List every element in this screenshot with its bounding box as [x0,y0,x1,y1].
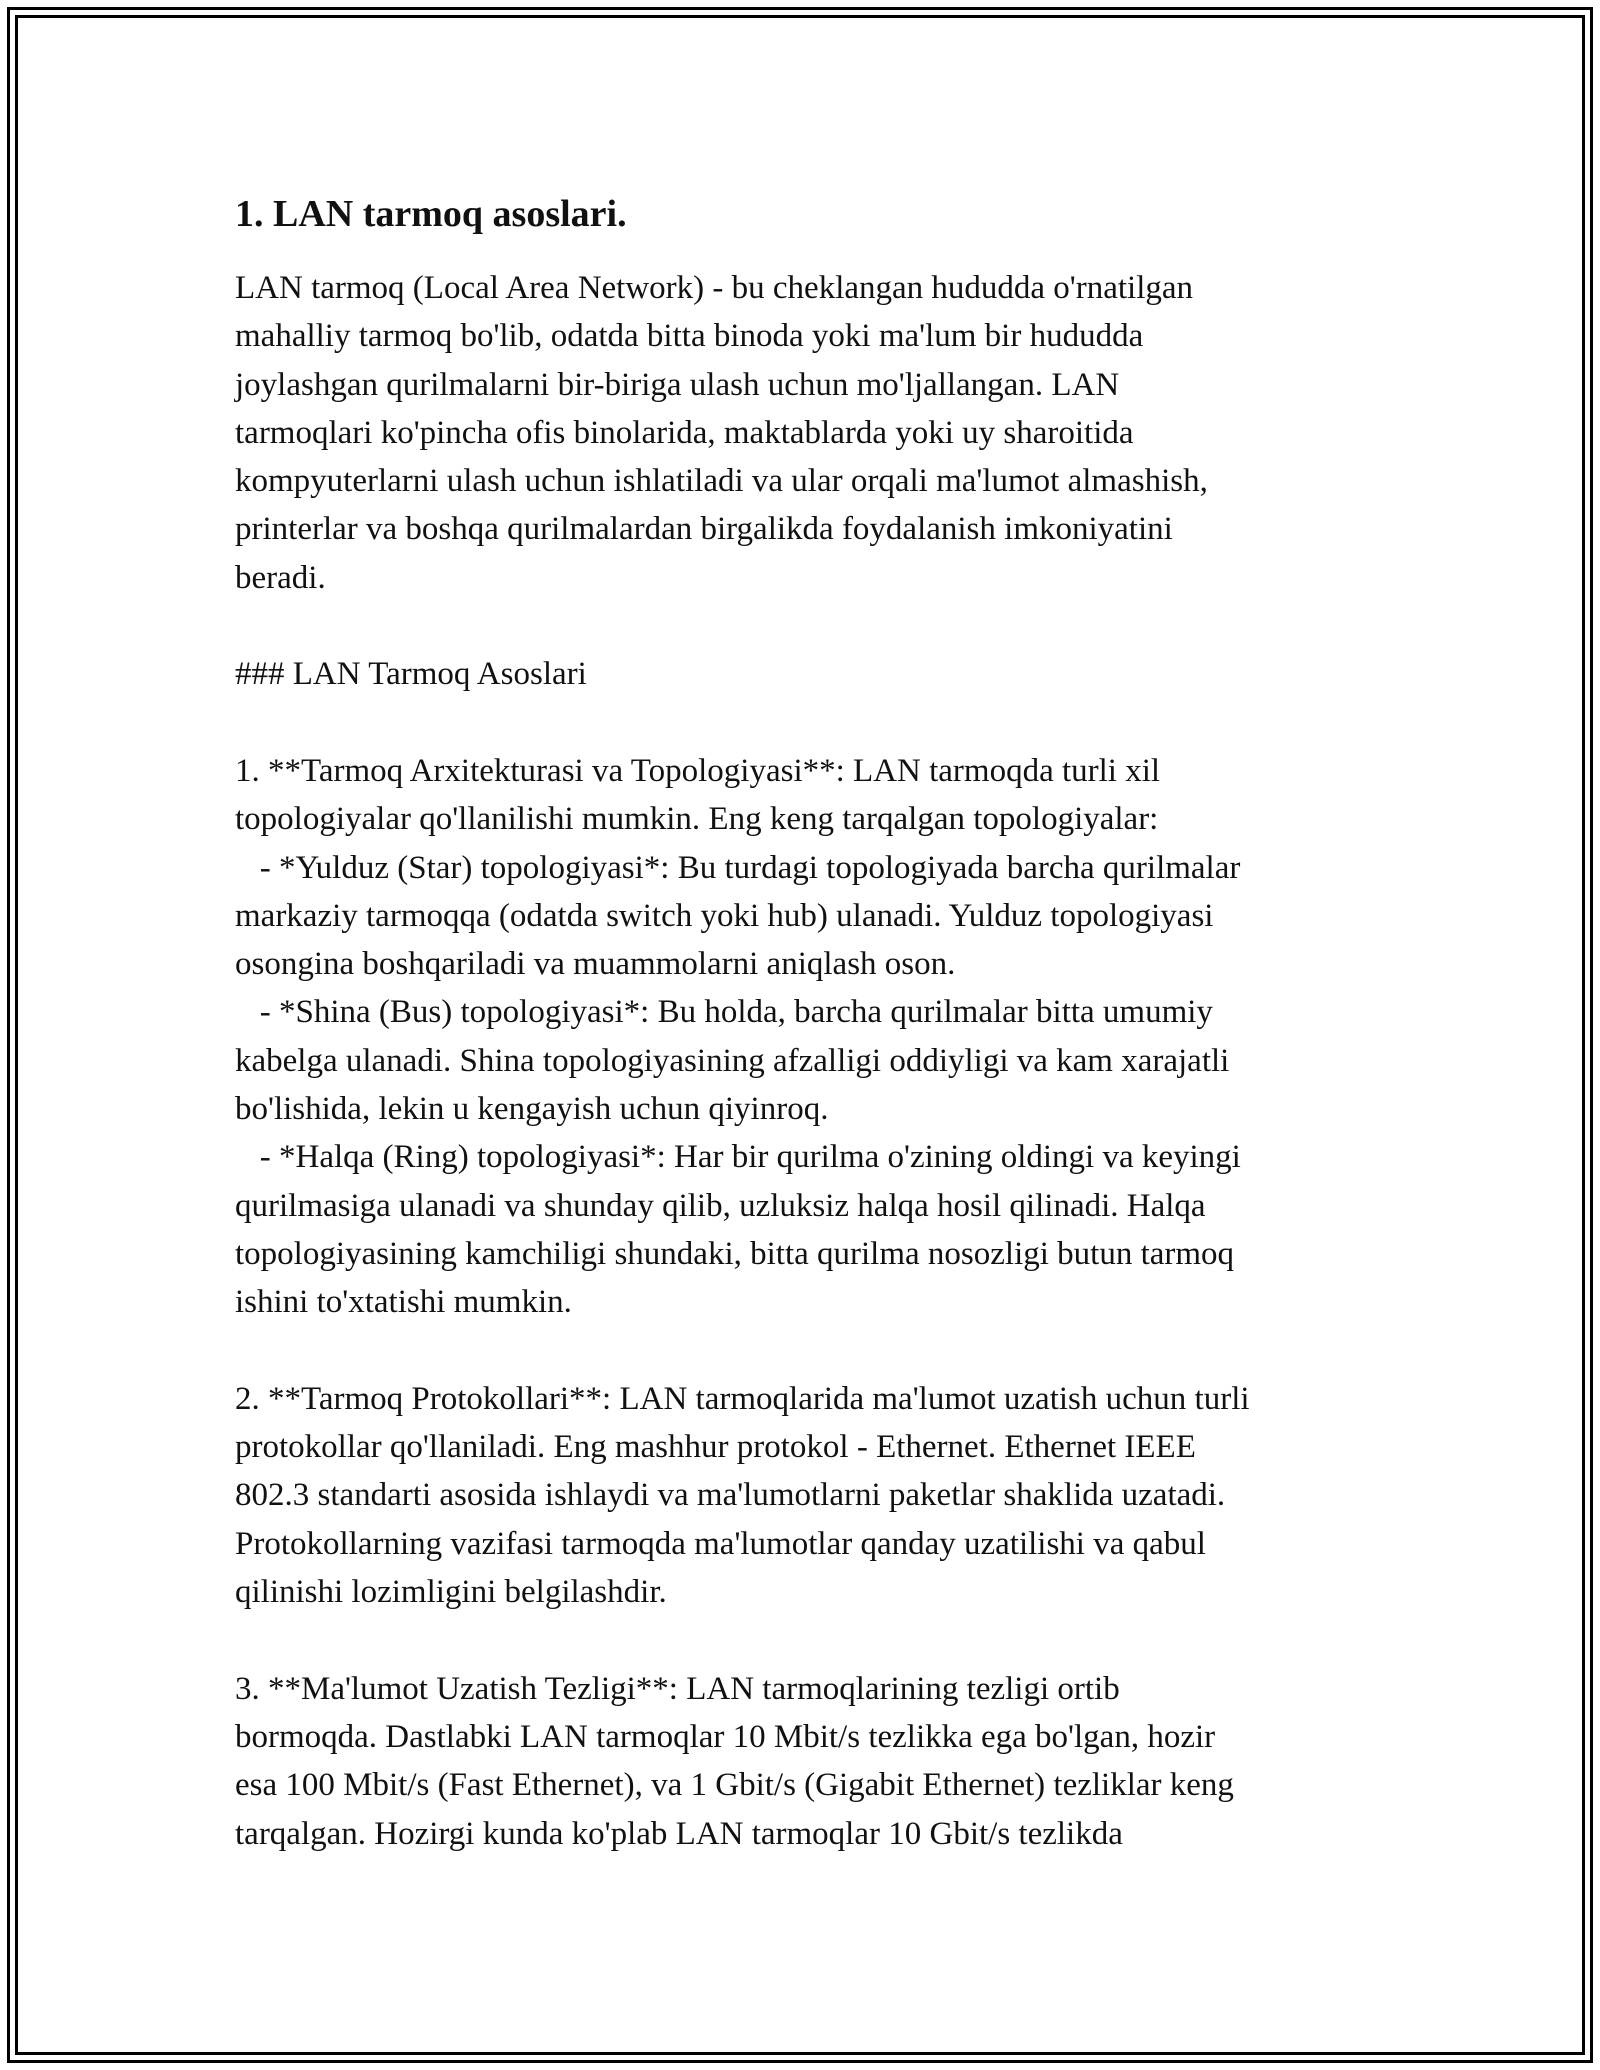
text-line: osongina boshqariladi va muammolarni aniqlash oson. [235,946,956,983]
text-line: printerlar va boshqa qurilmalardan birgalikda foydalanish imkoniyatini [235,511,1173,548]
text-line: mahalliy tarmoq bo'lib, odatda bitta binoda yoki ma'lum bir hududda [235,318,1144,355]
text-line: 2. **Tarmoq Protokollari**: LAN tarmoqlarida ma'lumot uzatish uchun turli [235,1380,1250,1417]
text-line: tarmoqlari ko'pincha ofis binolarida, maktablarda yoki uy sharoitida [235,414,1134,451]
document-heading: 1. LAN tarmoq asoslari. [235,193,627,235]
text-line: - *Yulduz (Star) topologiyasi*: Bu turdagi topologiyada barcha qurilmalar [235,849,1241,886]
text-line: qilinishi lozimligini belgilashdir. [235,1574,667,1611]
text-line: Protokollarning vazifasi tarmoqda ma'lumotlar qanday uzatilishi va qabul [235,1525,1206,1562]
text-line: 802.3 standarti asosida ishlaydi va ma'lumotlarni paketlar shaklida uzatadi. [235,1477,1226,1514]
text-line: LAN tarmoq (Local Area Network) - bu cheklangan hududda o'rnatilgan [235,270,1194,306]
text-line: protokollar qo'llaniladi. Eng mashhur protokol - Ethernet. Ethernet IEEE [235,1429,1196,1466]
text-line: 3. **Ma'lumot Uzatish Tezligi**: LAN tarmoqlarining tezligi ortib [235,1670,1120,1707]
paragraph [235,264,1375,602]
text-line: 1. **Tarmoq Arxitekturasi va Topologiyasi**: LAN tarmoqda turli xil [235,752,1161,789]
paragraph [235,650,1375,698]
text-line: - *Halqa (Ring) topologiyasi*: Har bir qurilma o'zining oldingi va keyingi [235,1139,1241,1176]
text-line: kompyuterlarni ulash uchun ishlatiladi va ular orqali ma'lumot almashish, [235,463,1208,500]
document-body [235,190,1375,1906]
paragraph [235,1375,1375,1616]
text-line: tarqalgan. Hozirgi kunda ko'plab LAN tarmoqlar 10 Gbit/s tezlikda [235,1815,1123,1852]
text-line: topologiyasining kamchiligi shundaki, bitta qurilma nosozligi butun tarmoq [235,1235,1235,1272]
paragraph-list [235,264,1375,1858]
text-line: esa 100 Mbit/s (Fast Ethernet), va 1 Gbit/s (Gigabit Ethernet) tezliklar keng [235,1767,1234,1804]
text-line: qurilmasiga ulanadi va shunday qilib, uzluksiz halqa hosil qilinadi. Halqa [235,1187,1206,1224]
text-line: kabelga ulanadi. Shina topologiyasining afzalligi oddiyligi va kam xarajatli [235,1042,1230,1079]
text-line: - *Shina (Bus) topologiyasi*: Bu holda, barcha qurilmalar bitta umumiy [235,994,1213,1031]
paragraph [235,747,1375,1327]
text-line: ishini to'xtatishi mumkin. [235,1284,572,1321]
text-line: ### LAN Tarmoq Asoslari [235,656,587,693]
text-line: topologiyalar qo'llanilishi mumkin. Eng keng tarqalgan topologiyalar: [235,801,1159,838]
text-line: markaziy tarmoqqa (odatda switch yoki hub) ulanadi. Yulduz topologiyasi [235,897,1214,934]
text-line: joylashgan qurilmalarni bir-biriga ulash uchun mo'ljallangan. LAN [235,366,1120,403]
text-line: beradi. [235,559,326,596]
text-line: bormoqda. Dastlabki LAN tarmoqlar 10 Mbit/s tezlikka ega bo'lgan, hozir [235,1718,1216,1755]
text-line: bo'lishida, lekin u kengayish uchun qiyinroq. [235,1091,829,1128]
paragraph [235,1665,1375,1858]
